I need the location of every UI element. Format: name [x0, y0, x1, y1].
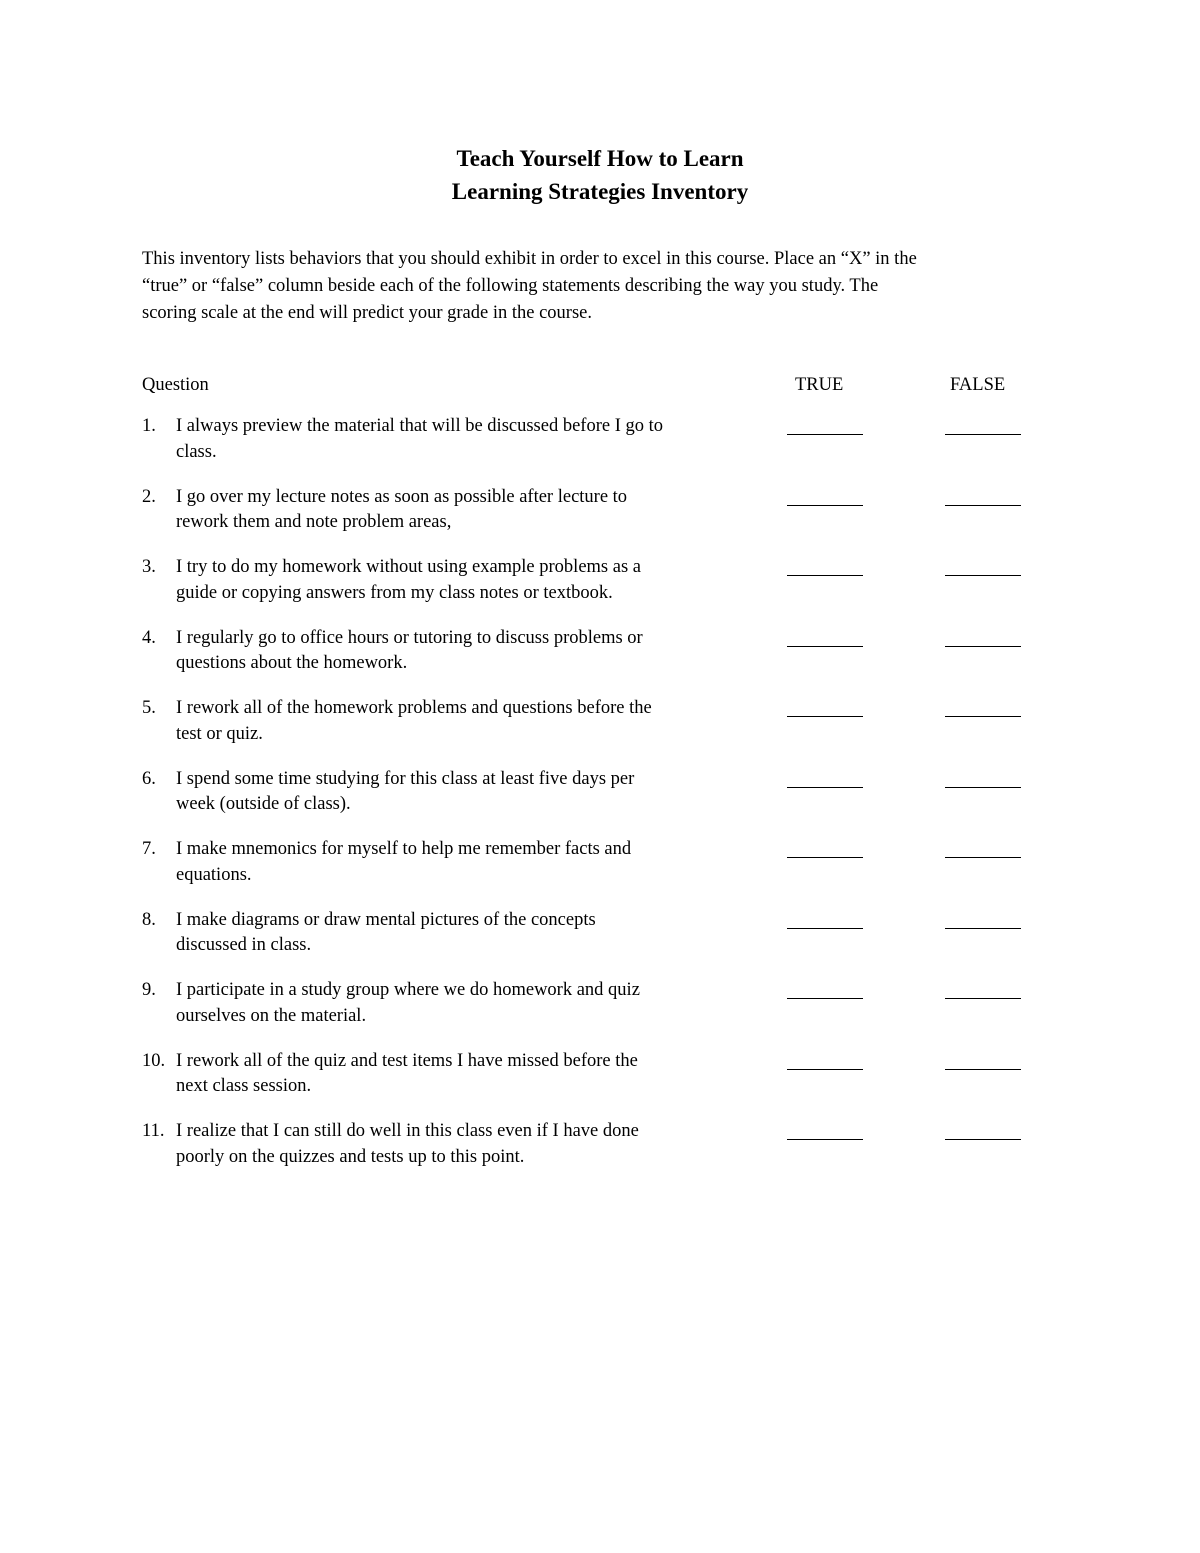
question-text-line: class. [176, 441, 217, 462]
question-number: 3. [142, 557, 156, 577]
false-answer-blank[interactable] [945, 716, 1021, 717]
question-number: 4. [142, 627, 156, 648]
question-text-line: I rework all of the quiz and test items I have missed before the [176, 1050, 638, 1071]
question-number: 2. [142, 486, 156, 507]
question-number: 11. [142, 1121, 165, 1141]
question-row [142, 414, 1062, 485]
intro-line: “true” or “false” column beside each of the following statements describing the way you study. The [142, 276, 879, 296]
false-answer-blank[interactable] [945, 575, 1021, 576]
true-answer-blank[interactable] [787, 1139, 863, 1140]
intro-paragraph [142, 246, 1062, 327]
true-answer-blank[interactable] [787, 575, 863, 576]
title-block [0, 142, 1200, 208]
document-title: Teach Yourself How to Learn [456, 146, 744, 171]
false-answer-blank[interactable] [945, 505, 1021, 506]
question-column-header: Question [142, 375, 209, 395]
question-text-line: test or quiz. [176, 723, 263, 744]
question-row [142, 837, 1062, 908]
true-answer-blank[interactable] [787, 434, 863, 435]
question-number: 7. [142, 839, 156, 859]
intro-line: scoring scale at the end will predict your grade in the course. [142, 303, 593, 323]
false-answer-blank[interactable] [945, 1139, 1021, 1140]
question-text-line: I make diagrams or draw mental pictures of the concepts [176, 909, 596, 930]
false-answer-blank[interactable] [945, 1069, 1021, 1070]
false-answer-blank[interactable] [945, 998, 1021, 999]
question-text [176, 978, 756, 1029]
true-answer-blank[interactable] [787, 928, 863, 929]
question-text-line: I spend some time studying for this class at least five days per [176, 768, 635, 789]
true-column-header: TRUE [795, 375, 844, 395]
question-text [176, 626, 756, 677]
question-text [176, 837, 756, 888]
question-text-line: I make mnemonics for myself to help me remember facts and [176, 839, 632, 859]
false-answer-blank[interactable] [945, 787, 1021, 788]
question-text [176, 908, 756, 959]
true-answer-blank[interactable] [787, 787, 863, 788]
question-text-line: ourselves on the material. [176, 1005, 367, 1026]
true-answer-blank[interactable] [787, 1069, 863, 1070]
question-row [142, 555, 1062, 626]
question-text-line: I rework all of the homework problems and questions before the [176, 698, 652, 718]
question-text-line: next class session. [176, 1076, 312, 1096]
question-text [176, 1049, 756, 1100]
question-text-line: equations. [176, 864, 252, 885]
question-row [142, 626, 1062, 697]
question-number: 5. [142, 698, 156, 718]
false-answer-blank[interactable] [945, 857, 1021, 858]
question-number: 1. [142, 416, 156, 436]
question-text [176, 1119, 756, 1170]
false-answer-blank[interactable] [945, 646, 1021, 647]
true-answer-blank[interactable] [787, 716, 863, 717]
document-subtitle: Learning Strategies Inventory [451, 179, 749, 204]
question-text-line: I realize that I can still do well in this class even if I have done [176, 1121, 639, 1141]
question-text-line: discussed in class. [176, 935, 312, 955]
question-text-line: I always preview the material that will be discussed before I go to [176, 416, 664, 436]
question-text [176, 414, 756, 465]
question-row [142, 767, 1062, 838]
question-text-line: rework them and note problem areas, [176, 512, 452, 532]
question-number: 10. [142, 1050, 166, 1071]
false-column-header: FALSE [950, 375, 1006, 395]
true-answer-blank[interactable] [787, 505, 863, 506]
question-text [176, 485, 756, 536]
question-row [142, 978, 1062, 1049]
question-list [142, 414, 1062, 1190]
question-text-line: poorly on the quizzes and tests up to this point. [176, 1146, 525, 1167]
false-answer-blank[interactable] [945, 928, 1021, 929]
question-text [176, 555, 756, 606]
question-text-line: week (outside of class). [176, 794, 351, 814]
question-text-line: I regularly go to office hours or tutoring to discuss problems or [176, 627, 643, 648]
true-answer-blank[interactable] [787, 646, 863, 647]
question-row [142, 1049, 1062, 1120]
question-text-line: I participate in a study group where we do homework and quiz [176, 980, 640, 1000]
false-answer-blank[interactable] [945, 434, 1021, 435]
question-text-line: I try to do my homework without using example problems as a [176, 557, 641, 577]
question-text-line: I go over my lecture notes as soon as possible after lecture to [176, 486, 628, 507]
true-answer-blank[interactable] [787, 857, 863, 858]
question-number: 9. [142, 980, 156, 1000]
question-row [142, 908, 1062, 979]
question-text [176, 696, 756, 747]
question-row [142, 485, 1062, 556]
intro-line: This inventory lists behaviors that you should exhibit in order to excel in this course. Place an “X” in the [142, 249, 917, 269]
question-text-line: guide or copying answers from my class notes or textbook. [176, 582, 613, 603]
question-number: 8. [142, 909, 156, 930]
question-row [142, 696, 1062, 767]
true-answer-blank[interactable] [787, 998, 863, 999]
question-number: 6. [142, 768, 156, 789]
question-text-line: questions about the homework. [176, 653, 408, 673]
column-headers [142, 372, 1062, 398]
question-text [176, 767, 756, 818]
question-row [142, 1119, 1062, 1190]
